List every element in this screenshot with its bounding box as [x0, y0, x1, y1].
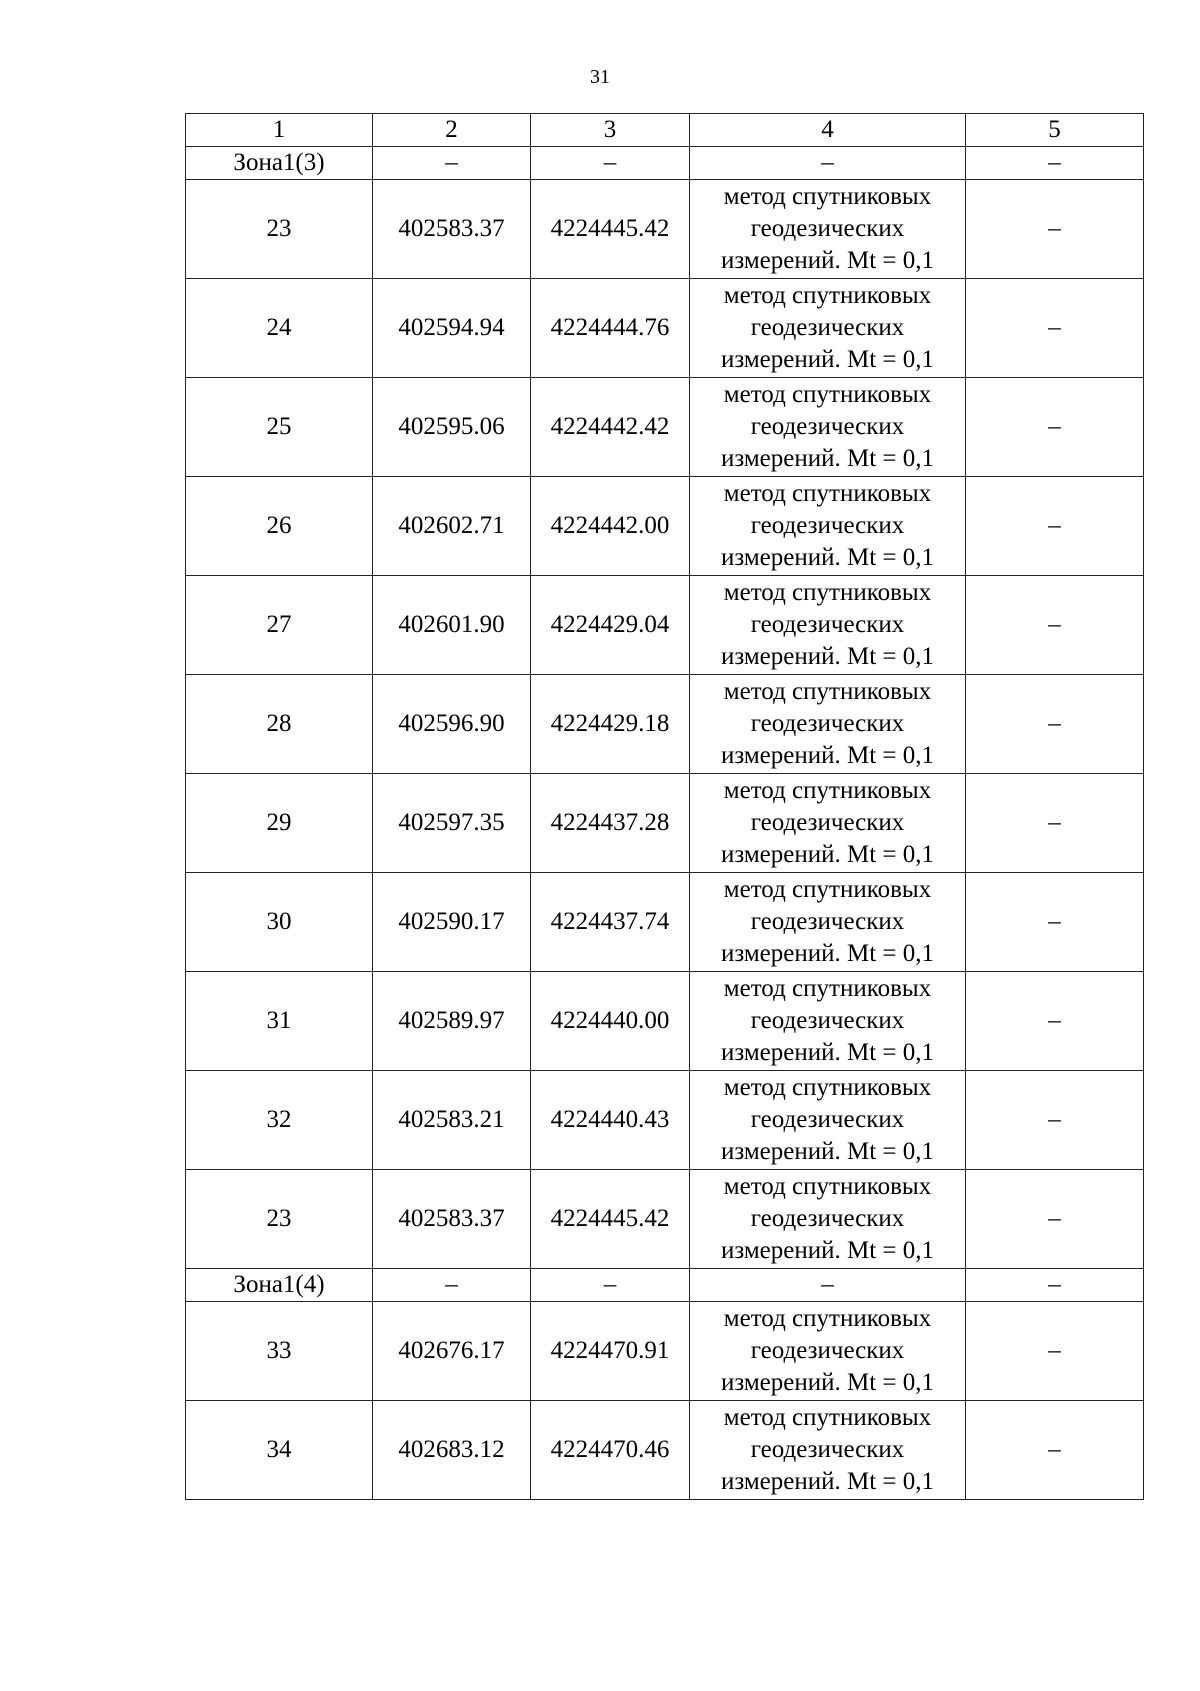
method-cell: [690, 576, 966, 675]
method-line: геодезических: [750, 908, 905, 935]
method-cell: –: [690, 1269, 966, 1302]
coordinate-x-cell: 402583.37: [373, 1170, 531, 1269]
method-line: измерений. Mt = 0,1: [720, 1468, 935, 1495]
method-cell: [690, 675, 966, 774]
coordinate-y-cell: 4224437.28: [531, 774, 690, 873]
column-number-row: [186, 114, 1144, 147]
coordinate-y-cell: 4224429.04: [531, 576, 690, 675]
extra-cell: –: [966, 1071, 1144, 1170]
method-line: геодезических: [750, 314, 905, 341]
method-line: метод спутниковых: [723, 183, 932, 210]
method-line: геодезических: [750, 710, 905, 737]
extra-cell: –: [966, 147, 1144, 180]
column-header: 5: [966, 114, 1144, 147]
method-line: метод спутниковых: [723, 777, 932, 804]
coordinate-y-cell: 4224470.46: [531, 1401, 690, 1500]
method-cell: [690, 1401, 966, 1500]
method-line: измерений. Mt = 0,1: [720, 445, 935, 472]
coordinate-x-cell: 402590.17: [373, 873, 531, 972]
coordinate-y-cell: 4224470.91: [531, 1302, 690, 1401]
method-line: метод спутниковых: [723, 480, 932, 507]
table-row: [186, 1401, 1144, 1500]
coordinate-x-cell: 402583.21: [373, 1071, 531, 1170]
column-header: 1: [186, 114, 373, 147]
table-row: [186, 774, 1144, 873]
method-line: метод спутниковых: [723, 282, 932, 309]
method-line: геодезических: [750, 611, 905, 638]
method-cell: [690, 972, 966, 1071]
coordinate-x-cell: –: [373, 147, 531, 180]
point-number-cell: 28: [186, 675, 373, 774]
table-row: [186, 279, 1144, 378]
column-header: 2: [373, 114, 531, 147]
coordinate-y-cell: 4224445.42: [531, 1170, 690, 1269]
coordinate-y-cell: 4224442.00: [531, 477, 690, 576]
coordinate-x-cell: 402597.35: [373, 774, 531, 873]
extra-cell: –: [966, 1302, 1144, 1401]
extra-cell: –: [966, 873, 1144, 972]
method-line: геодезических: [750, 1436, 905, 1463]
method-line: измерений. Mt = 0,1: [720, 742, 935, 769]
extra-cell: –: [966, 378, 1144, 477]
coordinate-x-cell: 402596.90: [373, 675, 531, 774]
method-line: измерений. Mt = 0,1: [720, 1369, 935, 1396]
coordinates-table: [185, 113, 1144, 1500]
point-number-cell: 33: [186, 1302, 373, 1401]
zone-label-cell: Зона1(3): [186, 147, 373, 180]
method-cell: [690, 180, 966, 279]
coordinate-x-cell: 402676.17: [373, 1302, 531, 1401]
extra-cell: –: [966, 477, 1144, 576]
coordinate-x-cell: 402595.06: [373, 378, 531, 477]
extra-cell: –: [966, 972, 1144, 1071]
coordinate-x-cell: 402602.71: [373, 477, 531, 576]
point-number-cell: 25: [186, 378, 373, 477]
method-line: метод спутниковых: [723, 1305, 932, 1332]
point-number-cell: 32: [186, 1071, 373, 1170]
extra-cell: –: [966, 279, 1144, 378]
table-row: [186, 972, 1144, 1071]
extra-cell: –: [966, 675, 1144, 774]
method-line: метод спутниковых: [723, 381, 932, 408]
method-line: измерений. Mt = 0,1: [720, 346, 935, 373]
coordinate-y-cell: 4224444.76: [531, 279, 690, 378]
table-body: [186, 114, 1144, 1500]
method-line: геодезических: [750, 413, 905, 440]
coordinate-y-cell: 4224440.43: [531, 1071, 690, 1170]
method-line: геодезических: [750, 215, 905, 242]
zone-label-cell: Зона1(4): [186, 1269, 373, 1302]
point-number-cell: 29: [186, 774, 373, 873]
method-cell: [690, 1170, 966, 1269]
table-row: [186, 675, 1144, 774]
method-line: метод спутниковых: [723, 1404, 932, 1431]
method-cell: [690, 378, 966, 477]
method-line: измерений. Mt = 0,1: [720, 544, 935, 571]
column-header: 3: [531, 114, 690, 147]
coordinate-y-cell: 4224445.42: [531, 180, 690, 279]
method-line: метод спутниковых: [723, 1173, 932, 1200]
table-row: [186, 180, 1144, 279]
coordinate-y-cell: –: [531, 147, 690, 180]
table-row: [186, 1302, 1144, 1401]
method-line: измерений. Mt = 0,1: [720, 841, 935, 868]
method-line: геодезических: [750, 1337, 905, 1364]
method-line: метод спутниковых: [723, 1074, 932, 1101]
method-line: геодезических: [750, 809, 905, 836]
coordinate-y-cell: 4224429.18: [531, 675, 690, 774]
method-cell: [690, 477, 966, 576]
point-number-cell: 23: [186, 1170, 373, 1269]
coordinate-y-cell: 4224440.00: [531, 972, 690, 1071]
method-line: метод спутниковых: [723, 678, 932, 705]
coordinate-x-cell: 402601.90: [373, 576, 531, 675]
page-number: 31: [590, 66, 610, 88]
extra-cell: –: [966, 774, 1144, 873]
method-line: геодезических: [750, 1205, 905, 1232]
method-line: измерений. Mt = 0,1: [720, 643, 935, 670]
method-cell: [690, 774, 966, 873]
point-number-cell: 26: [186, 477, 373, 576]
table-row: [186, 477, 1144, 576]
method-cell: [690, 279, 966, 378]
point-number-cell: 31: [186, 972, 373, 1071]
method-line: измерений. Mt = 0,1: [720, 940, 935, 967]
method-line: измерений. Mt = 0,1: [720, 247, 935, 274]
zone-row: [186, 147, 1144, 180]
method-line: измерений. Mt = 0,1: [720, 1039, 935, 1066]
coordinate-y-cell: 4224442.42: [531, 378, 690, 477]
coordinate-x-cell: –: [373, 1269, 531, 1302]
method-line: метод спутниковых: [723, 579, 932, 606]
method-cell: [690, 1071, 966, 1170]
extra-cell: –: [966, 1269, 1144, 1302]
method-cell: [690, 1302, 966, 1401]
coordinate-y-cell: 4224437.74: [531, 873, 690, 972]
method-cell: [690, 873, 966, 972]
point-number-cell: 24: [186, 279, 373, 378]
method-line: измерений. Mt = 0,1: [720, 1138, 935, 1165]
extra-cell: –: [966, 1170, 1144, 1269]
extra-cell: –: [966, 1401, 1144, 1500]
point-number-cell: 23: [186, 180, 373, 279]
point-number-cell: 30: [186, 873, 373, 972]
method-line: метод спутниковых: [723, 975, 932, 1002]
table-row: [186, 1170, 1144, 1269]
method-line: геодезических: [750, 1007, 905, 1034]
column-header: 4: [690, 114, 966, 147]
coordinate-x-cell: 402594.94: [373, 279, 531, 378]
method-line: геодезических: [750, 512, 905, 539]
coordinate-x-cell: 402683.12: [373, 1401, 531, 1500]
table-row: [186, 576, 1144, 675]
table-row: [186, 873, 1144, 972]
table-row: [186, 378, 1144, 477]
extra-cell: –: [966, 576, 1144, 675]
zone-row: [186, 1269, 1144, 1302]
coordinate-y-cell: –: [531, 1269, 690, 1302]
table-row: [186, 1071, 1144, 1170]
method-line: геодезических: [750, 1106, 905, 1133]
point-number-cell: 34: [186, 1401, 373, 1500]
coordinate-x-cell: 402589.97: [373, 972, 531, 1071]
method-cell: –: [690, 147, 966, 180]
method-line: метод спутниковых: [723, 876, 932, 903]
coordinate-x-cell: 402583.37: [373, 180, 531, 279]
method-line: измерений. Mt = 0,1: [720, 1237, 935, 1264]
extra-cell: –: [966, 180, 1144, 279]
point-number-cell: 27: [186, 576, 373, 675]
